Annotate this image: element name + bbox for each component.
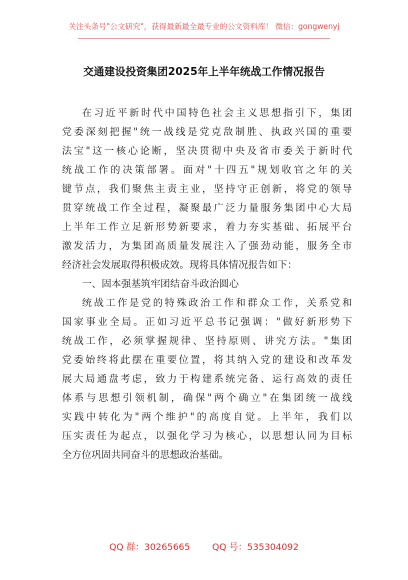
header-divider <box>78 38 330 39</box>
header-banner: 关注头条号"公文研究"，获得最新最全最专业的公文资料库！ 微信：gongwenyj <box>68 22 340 31</box>
body-line: 经济社会发展取得积极成效。现将具体情况报告如下： <box>62 260 298 271</box>
body-line: 体系与思想引领机制，确保"两个确立"在集团统一战线 <box>62 393 352 404</box>
body-line: 实践中转化为"两个维护"的高度自觉。上半年，我们以 <box>62 412 352 423</box>
body-line: 贯穿统战工作全过程，凝聚最广泛力量服务集团中心大局 <box>62 203 352 214</box>
body-line: 党委深刻把握"统一战线是党克敌制胜、执政兴国的重要 <box>62 127 352 138</box>
section-heading: 一、固本强基筑牢团结奋斗政治圆心 <box>82 279 239 290</box>
body-line: 法宝"这一核心论断，坚决贯彻中央及省市委关于新时代 <box>62 146 352 157</box>
body-line: 展大局通盘考虑，致力于构建系统完备、运行高效的责任 <box>62 374 352 385</box>
document-body <box>62 104 352 465</box>
body-line: 统战工作是党的特殊政治工作和群众工作，关系党和 <box>82 298 352 309</box>
body-line: 在习近平新时代中国特色社会主义思想指引下，集团 <box>82 108 352 119</box>
body-line: 国家事业全局。正如习近平总书记强调："做好新形势下 <box>62 317 352 328</box>
body-line: 统战工作的决策部署。面对"十四五"规划收官之年的关 <box>62 165 352 176</box>
footer-contact <box>0 540 408 553</box>
footer-qq-group: QQ 群：30265665 <box>109 543 191 553</box>
document-title: 交通建设投资集团2025年上半年统战工作情况报告 <box>83 66 325 78</box>
body-line: 上半年工作立足新形势新要求，着力夯实基础、拓展平台 <box>62 222 352 233</box>
body-line: 党委始终将此摆在重要位置，将其纳入党的建设和改革发 <box>62 355 352 366</box>
body-line: 全方位巩固共同奋斗的思想政治基础。 <box>62 450 229 461</box>
footer-qq-number: QQ 号：535304092 <box>212 543 299 553</box>
body-line: 统战工作，必须掌握规律、坚持原则、讲究方法。"集团 <box>62 336 352 347</box>
body-line: 激发活力，为集团高质量发展注入了强劲动能，服务全市 <box>62 241 352 252</box>
body-line: 压实责任为起点，以强化学习为核心，以思想认同为目标 <box>62 431 352 442</box>
body-line: 键节点，我们聚焦主责主业，坚持守正创新，将党的领导 <box>62 184 352 195</box>
